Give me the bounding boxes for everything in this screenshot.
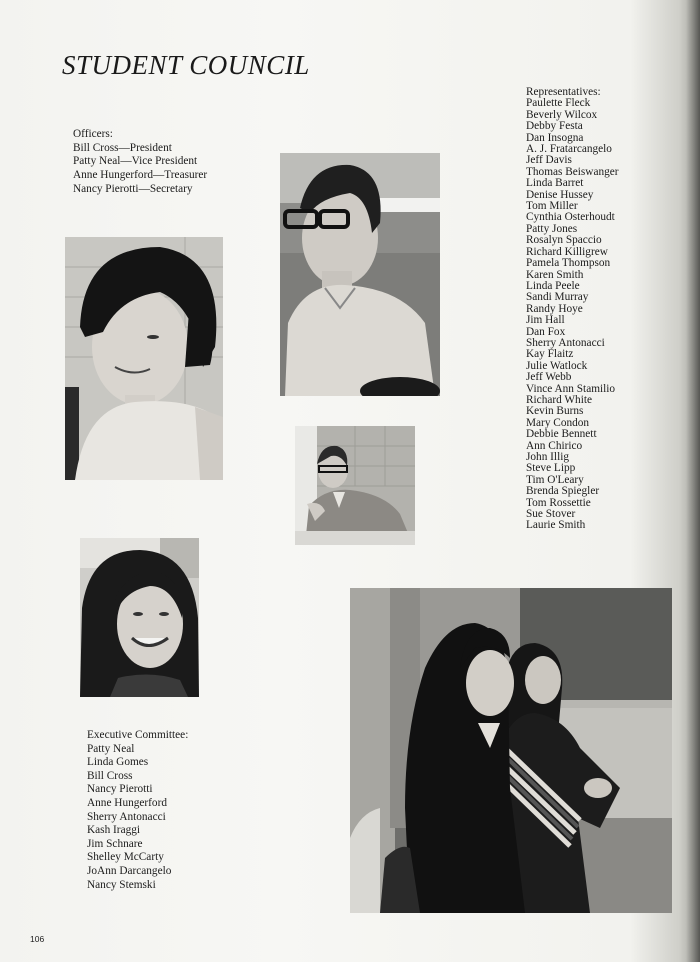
photo-two-girls-classroom-image [350, 588, 672, 913]
photo-girl-laughing [80, 538, 199, 697]
representative-entry: Denise Hussey [526, 188, 594, 201]
representative-entry: Linda Peele [526, 279, 580, 292]
representative-entry: Vince Ann Stamilio [526, 382, 616, 395]
representative-entry: Jim Hall [526, 314, 565, 327]
officer-entry: Anne Hungerford—Treasurer [73, 169, 208, 182]
representative-entry: Richard Killigrew [526, 245, 608, 258]
executive-committee-entry: Shelley McCarty [87, 851, 164, 864]
executive-committee-list [87, 729, 188, 892]
executive-committee-entry: Nancy Stemski [87, 878, 156, 891]
representative-entry: Sue Stover [526, 508, 576, 521]
representative-entry: Paulette Fleck [526, 97, 591, 110]
photo-man-in-suit-image [295, 426, 415, 545]
page-number: 106 [30, 934, 45, 944]
representatives-list [526, 87, 619, 532]
executive-committee-entry: Linda Gomes [87, 756, 149, 769]
officer-entry: Nancy Pierotti—Secretary [73, 182, 193, 195]
representative-entry: Ann Chirico [526, 439, 583, 452]
page-title: STUDENT COUNCIL [62, 50, 310, 80]
representative-entry: Brenda Spiegler [526, 485, 600, 498]
representative-entry: Pamela Thompson [526, 257, 611, 270]
representatives-heading: Representatives: [526, 86, 601, 98]
representative-entry: Karen Smith [526, 268, 584, 281]
executive-committee-entry: Kash Iraggi [87, 824, 141, 837]
executive-committee-entry: Sherry Antonacci [87, 810, 166, 823]
photo-man-in-suit [295, 426, 415, 545]
executive-committee-entry: Nancy Pierotti [87, 783, 153, 796]
representative-entry: A. J. Fratarcangelo [526, 143, 612, 156]
representative-entry: Cynthia Osterhoudt [526, 211, 615, 224]
representative-entry: Sandi Murray [526, 291, 589, 304]
photo-boy-glasses [280, 153, 440, 396]
representative-entry: Dan Insogna [526, 131, 584, 144]
representative-entry: Randy Hoye [526, 302, 583, 315]
photo-girl-bob-hair-image [65, 237, 223, 480]
photo-girl-laughing-image [80, 538, 199, 697]
representative-entry: Beverly Wilcox [526, 108, 598, 121]
representative-entry: Linda Barret [526, 177, 584, 190]
representative-entry: Julie Watlock [526, 359, 588, 372]
representative-entry: Tom Rossettie [526, 496, 591, 509]
officer-entry: Bill Cross—President [73, 141, 172, 154]
officers-heading: Officers: [73, 128, 113, 140]
representative-entry: Debby Festa [526, 120, 583, 133]
photo-boy-glasses-image [280, 153, 440, 396]
executive-committee-entry: Anne Hungerford [87, 796, 167, 809]
photo-two-girls-classroom [350, 588, 672, 913]
officers-list [73, 128, 207, 197]
representative-entry: Kay Flaitz [526, 348, 574, 361]
representative-entry: Kevin Burns [526, 405, 584, 418]
representative-entry: Rosalyn Spaccio [526, 234, 602, 247]
executive-committee-entry: JoAnn Darcangelo [87, 864, 172, 877]
representative-entry: John Illig [526, 451, 569, 463]
representative-entry: Debbie Bennett [526, 428, 597, 441]
representative-entry: Laurie Smith [526, 519, 586, 532]
representative-entry: Sherry Antonacci [526, 336, 605, 349]
photo-girl-bob-hair [65, 237, 223, 480]
officer-entry: Patty Neal—Vice President [73, 155, 198, 168]
representative-entry: Thomas Beiswanger [526, 165, 619, 178]
representative-entry: Dan Fox [526, 325, 566, 338]
page-spine-shadow [686, 0, 700, 962]
representative-entry: Jeff Webb [526, 371, 572, 384]
representative-entry: Mary Condon [526, 416, 590, 429]
executive-committee-entry: Jim Schnare [87, 837, 143, 850]
executive-committee-heading: Executive Committee: [87, 729, 189, 741]
executive-committee-entry: Bill Cross [87, 769, 133, 782]
executive-committee-entry: Patty Neal [87, 742, 135, 755]
representative-entry: Tom Miller [526, 200, 578, 213]
representative-entry: Jeff Davis [526, 154, 572, 167]
representative-entry: Richard White [526, 393, 592, 406]
representative-entry: Tim O'Leary [526, 473, 584, 486]
representative-entry: Patty Jones [526, 222, 578, 235]
representative-entry: Steve Lipp [526, 462, 576, 475]
